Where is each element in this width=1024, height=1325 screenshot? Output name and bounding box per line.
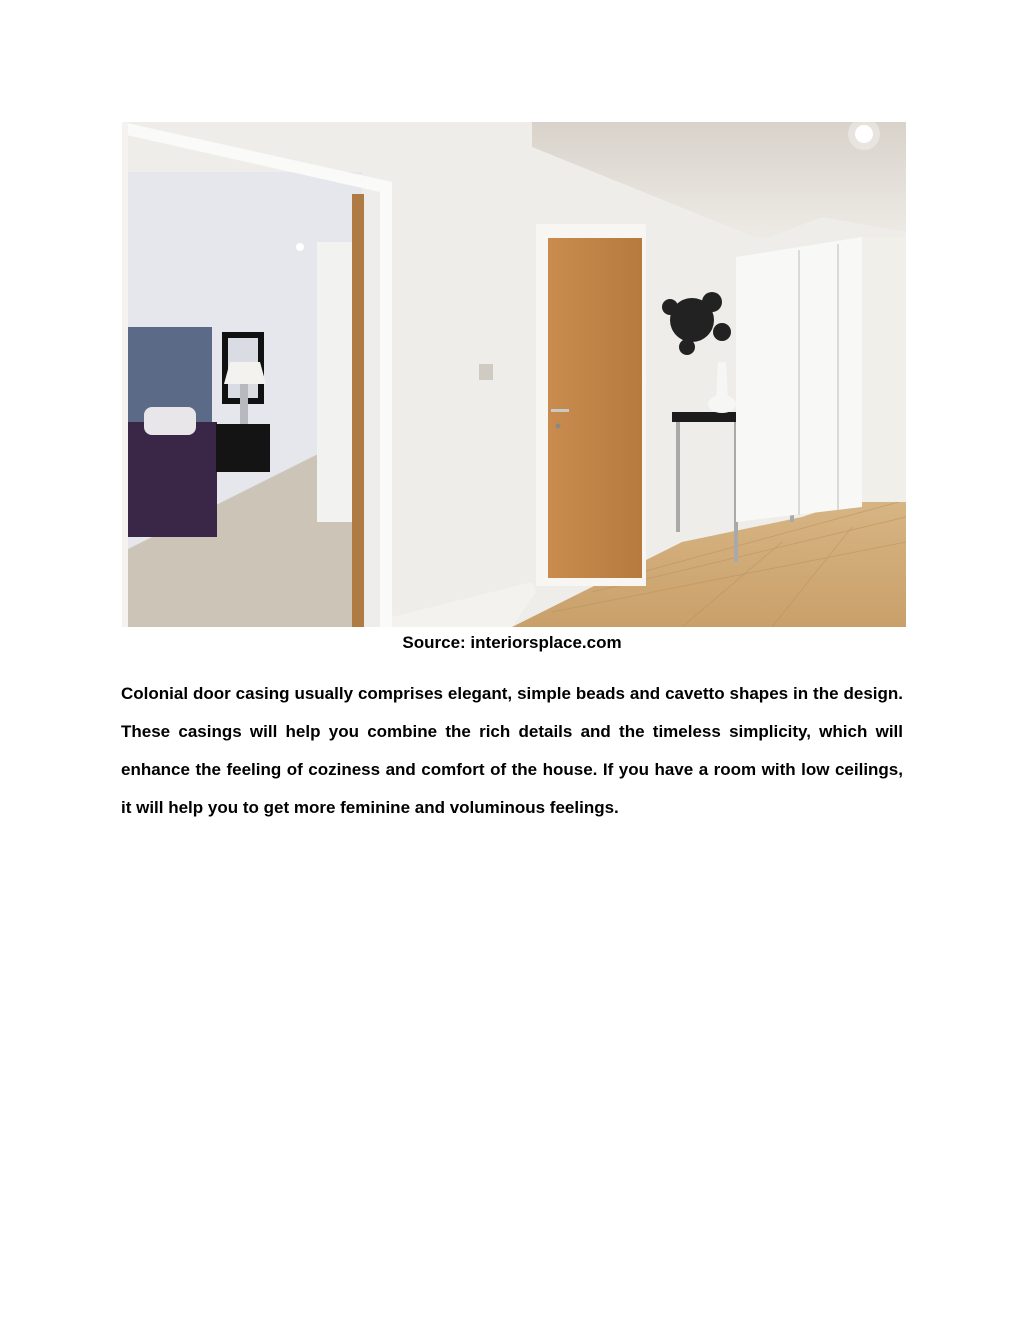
body-paragraph: Colonial door casing usually comprises elegant, simple beads and cavetto shapes in the design. These casings will help you combine the rich details and the timeless simplicity, which will enhance the feeling of coziness and comfort of the house. If you have a room with low ceilings, it will help you to get more feminine and voluminous feelings. xyxy=(121,684,903,817)
interior-photo xyxy=(122,122,906,627)
image-caption: Source: interiorsplace.com xyxy=(402,633,622,652)
